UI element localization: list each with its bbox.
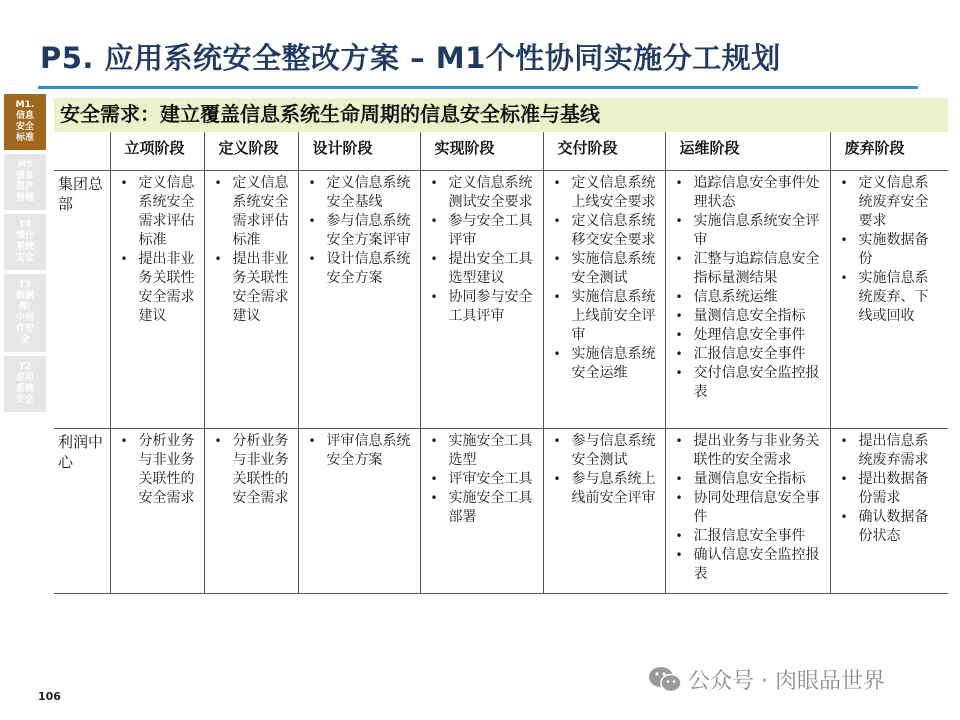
responsibility-table [54, 132, 948, 594]
side-tab-label: 系统 [15, 242, 34, 252]
column-header: 实现阶段 [420, 132, 543, 170]
list-item: • 提出非业务关联性安全需求建议 [213, 250, 292, 326]
column-header: 交付阶段 [543, 132, 665, 170]
list-item: • 评审信息系统安全方案 [307, 432, 414, 470]
side-tab-label: 信息 [15, 171, 34, 181]
side-tab-label: T4 [18, 220, 32, 230]
table-row [54, 428, 948, 593]
table-header-row [54, 132, 948, 170]
side-tab-label: T3 [18, 280, 32, 290]
bullet-list [119, 432, 198, 508]
bullet-list [213, 174, 292, 326]
list-item: • 实施信息系统安全评审 [674, 212, 824, 250]
column-header: 废弃阶段 [830, 132, 948, 170]
list-item: • 实施信息系统上线前安全评审 [552, 288, 659, 345]
list-item: • 汇报信息安全事件 [674, 345, 824, 364]
column-header: 定义阶段 [204, 132, 298, 170]
side-tab-label: 安全 [15, 395, 34, 405]
list-item: • 设计信息系统安全方案 [307, 250, 414, 288]
title-divider [38, 86, 918, 89]
list-item: • 提出安全工具选型建议 [429, 250, 537, 288]
list-item: • 分析业务与非业务关联性的安全需求 [213, 432, 292, 508]
bullet-list [307, 432, 414, 470]
side-tab-label: 库/ [18, 302, 32, 312]
side-tab-1[interactable] [4, 154, 46, 210]
table-row [54, 170, 948, 428]
side-tab-label: 管理 [15, 193, 34, 203]
side-tab-label: 安全 [15, 253, 34, 263]
side-nav [4, 94, 46, 416]
list-item: • 实施信息系统安全测试 [552, 250, 659, 288]
column-header: 立项阶段 [110, 132, 204, 170]
list-item: • 定义信息系统移交安全要求 [552, 212, 659, 250]
table-cell [298, 170, 420, 428]
wechat-icon [648, 666, 682, 694]
list-item: • 信息系统运维 [674, 288, 824, 307]
list-item: • 确认信息安全监控报表 [674, 546, 824, 584]
column-header: 设计阶段 [298, 132, 420, 170]
list-item: • 实施数据备份 [839, 231, 943, 269]
bullet-list [839, 174, 943, 326]
list-item: • 评审安全工具 [429, 470, 537, 489]
bullet-list [119, 174, 198, 326]
bullet-list [839, 432, 943, 546]
list-item: • 参与安全工具评审 [429, 212, 537, 250]
table-cell [110, 428, 204, 593]
table-cell [110, 170, 204, 428]
table-cell [420, 428, 543, 593]
list-item: • 追踪信息安全事件处理状态 [674, 174, 824, 212]
list-item: • 定义信息系统废弃安全要求 [839, 174, 943, 231]
side-tab-label: M1. [15, 100, 35, 110]
list-item: • 实施安全工具选型 [429, 432, 537, 470]
side-tab-label: 安全 [15, 122, 34, 132]
side-tab-label: 应用 [15, 373, 34, 383]
table-cell [204, 170, 298, 428]
list-item: • 量测信息安全指标 [674, 470, 824, 489]
bullet-list [674, 174, 824, 402]
side-tab-label: 信息 [15, 111, 34, 121]
side-tab-label: M5 [17, 160, 33, 170]
list-item: • 参与信息系统安全测试 [552, 432, 659, 470]
side-tab-label: 件安 [15, 324, 34, 334]
list-item: • 处理信息安全事件 [674, 326, 824, 345]
list-item: • 提出信息系统废弃需求 [839, 432, 943, 470]
table-cell [830, 428, 948, 593]
side-tab-2[interactable] [4, 214, 46, 270]
side-tab-3[interactable] [4, 274, 46, 352]
side-tab-label: 标准 [15, 133, 34, 143]
table-cell [543, 428, 665, 593]
table-body [54, 170, 948, 593]
list-item: • 提出非业务关联性安全需求建议 [119, 250, 198, 326]
table-cell [420, 170, 543, 428]
page-number: 106 [38, 690, 61, 703]
bullet-list [552, 174, 659, 383]
table-cell [298, 428, 420, 593]
side-tab-label: 中间 [15, 313, 34, 323]
list-item: • 定义信息系统安全需求评估标准 [213, 174, 292, 250]
side-tab-0[interactable] [4, 94, 46, 150]
list-item: • 汇整与追踪信息安全指标量测结果 [674, 250, 824, 288]
table-cell [665, 170, 830, 428]
side-tab-label: 资产 [15, 182, 34, 192]
side-tab-4[interactable] [4, 356, 46, 412]
table-cell [665, 428, 830, 593]
list-item: • 定义信息系统安全需求评估标准 [119, 174, 198, 250]
list-item: • 实施信息系统安全运维 [552, 345, 659, 383]
table-cell [543, 170, 665, 428]
list-item: • 确认数据备份状态 [839, 508, 943, 546]
column-header [54, 132, 110, 170]
bullet-list [674, 432, 824, 584]
side-tab-label: 系统 [15, 384, 34, 394]
list-item: • 提出业务与非业务关联性的安全需求 [674, 432, 824, 470]
list-item: • 定义信息系统测试安全要求 [429, 174, 537, 212]
bullet-list [307, 174, 414, 288]
row-header: 利润中心 [54, 428, 110, 593]
list-item: • 参与信息系统安全方案评审 [307, 212, 414, 250]
list-item: • 交付信息安全监控报表 [674, 364, 824, 402]
list-item: • 量测信息安全指标 [674, 307, 824, 326]
page-title: P5. 应用系统安全整改方案 – M1个性协同实施分工规划 [40, 41, 781, 75]
watermark-text: 公众号 · 肉眼品世界 [688, 669, 885, 694]
side-tab-label: 全 [20, 335, 30, 345]
bullet-list [429, 174, 537, 326]
bullet-list [213, 432, 292, 508]
list-item: • 实施安全工具部署 [429, 489, 537, 527]
list-item: • 参与息系统上线前安全评审 [552, 470, 659, 508]
side-tab-label: T2 [18, 362, 32, 372]
table-cell [830, 170, 948, 428]
side-tab-label: 操作 [15, 231, 34, 241]
list-item: • 定义信息系统安全基线 [307, 174, 414, 212]
row-header: 集团总部 [54, 170, 110, 428]
bullet-list [552, 432, 659, 508]
side-tab-label: 数据 [15, 291, 34, 301]
bullet-list [429, 432, 537, 527]
list-item: • 实施信息系统废弃、下线或回收 [839, 269, 943, 326]
list-item: • 定义信息系统上线安全要求 [552, 174, 659, 212]
requirement-banner: 安全需求：建立覆盖信息系统生命周期的信息安全标准与基线 [54, 98, 948, 132]
list-item: • 协同处理信息安全事件 [674, 489, 824, 527]
watermark [648, 664, 885, 695]
list-item: • 协同参与安全工具评审 [429, 288, 537, 326]
list-item: • 汇报信息安全事件 [674, 527, 824, 546]
table-cell [204, 428, 298, 593]
list-item: • 分析业务与非业务关联性的安全需求 [119, 432, 198, 508]
column-header: 运维阶段 [665, 132, 830, 170]
list-item: • 提出数据备份需求 [839, 470, 943, 508]
